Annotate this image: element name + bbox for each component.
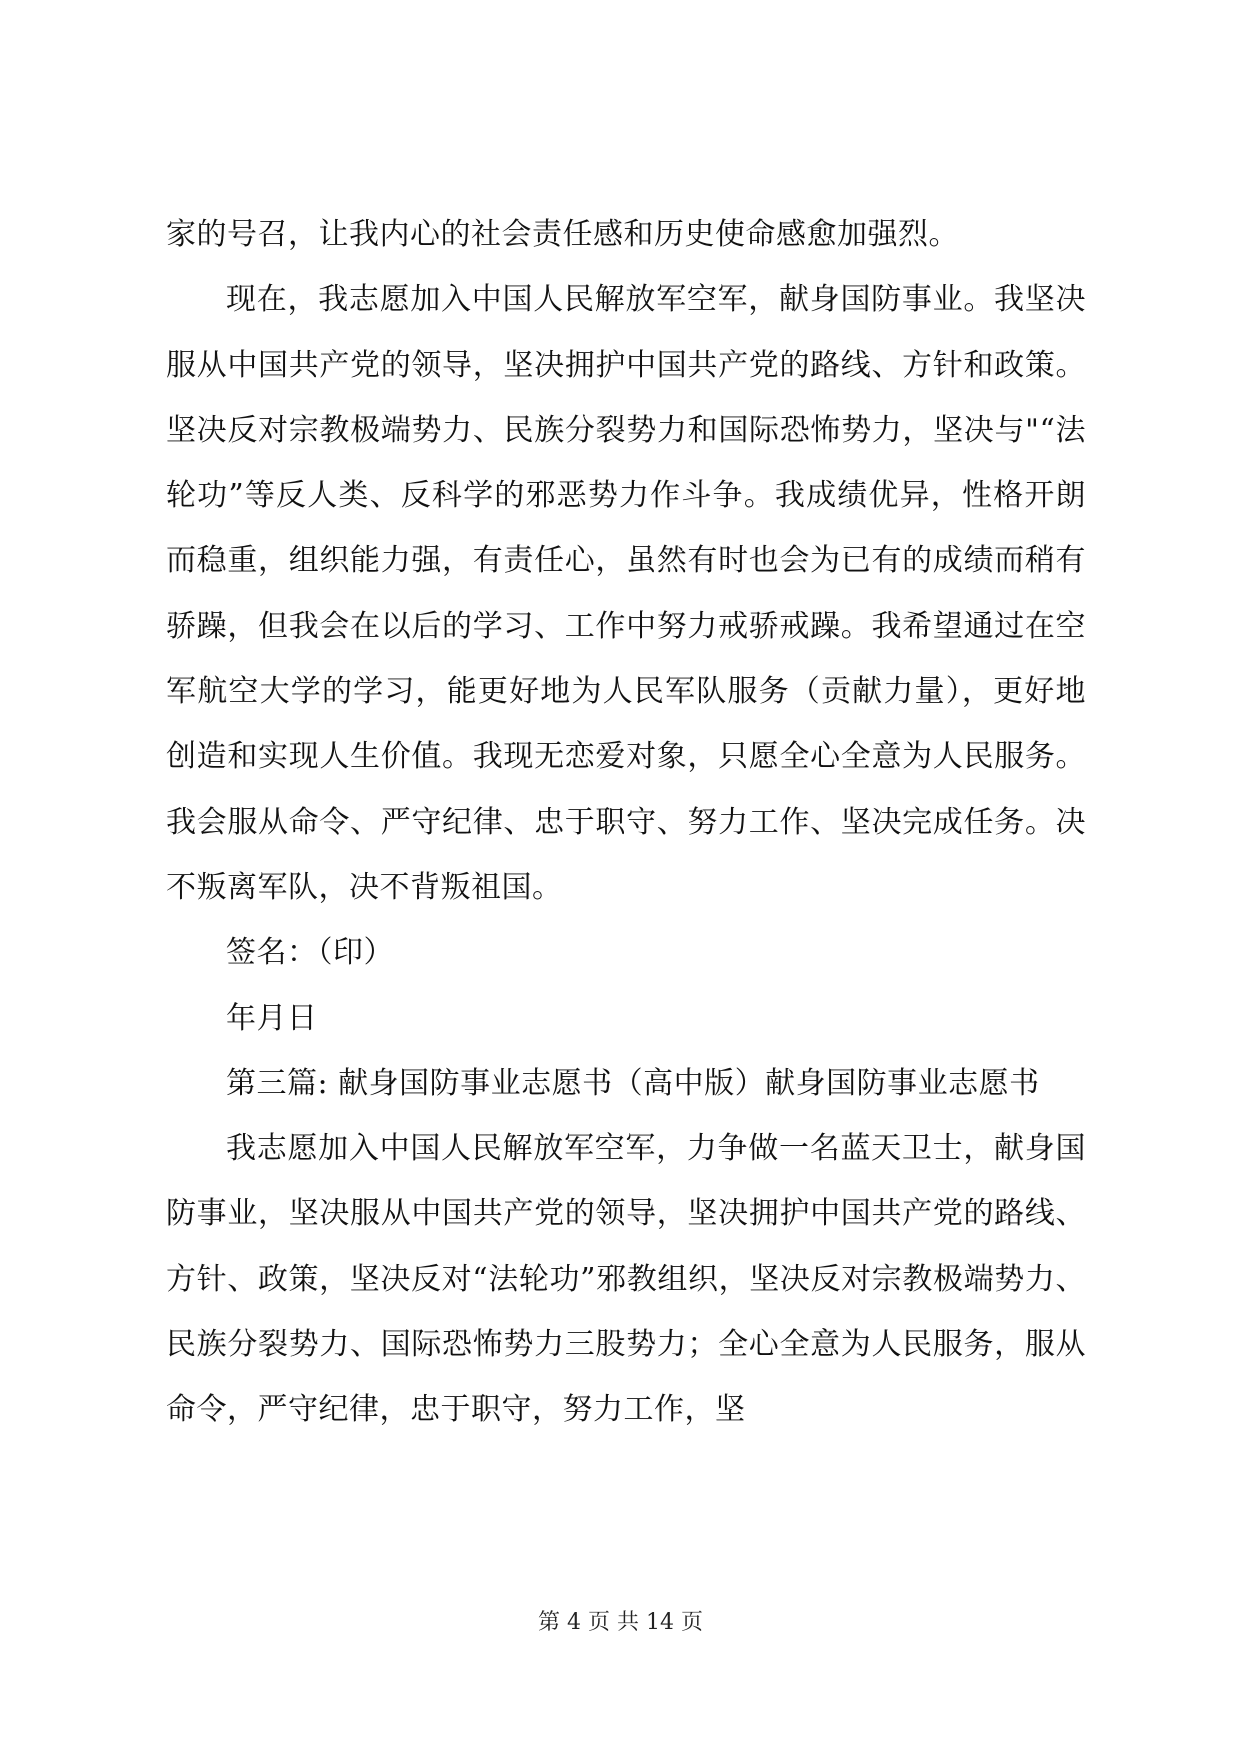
document-body — [166, 202, 1086, 1443]
date-line: 年月日 — [226, 1000, 318, 1036]
signature-line: 签名：（印） — [226, 935, 394, 971]
paragraph-continuation: 家的号召，让我内心的社会责任感和历史使命感愈加强烈。 — [166, 217, 959, 252]
page-number-footer: 第 4 页 共 14 页 — [538, 1610, 703, 1635]
paragraph-third-section: 我志愿加入中国人民解放军空军，力争做一名蓝天卫士，献身国防事业，坚决服从中国共产党的领导，坚决拥护中国共产党的路线、方针、政策，坚决反对“法轮功”邪教组织，坚决反对宗教极端势力、民族分裂势力、国际恐怖势力三股势力；全心全意为人民服务，服从命令，严守纪律，忠于职守，努力工作，坚 — [166, 1131, 1086, 1428]
paragraph-application: 现在，我志愿加入中国人民解放军空军，献身国防事业。我坚决服从中国共产党的领导，坚决拥护中国共产党的路线、方针和政策。坚决反对宗教极端势力、民族分裂势力和国际恐怖势力，坚决与"“法轮功”等反人类、反科学的邪恶势力作斗争。我成绩优异，性格开朗而稳重，组织能力强，有责任心，虽然有时也会为已有的成绩而稍有骄躁，但我会在以后的学习、工作中努力戒骄戒躁。我希望通过在空军航空大学的学习，能更好地为人民军队服务（贡献力量），更好地创造和实现人生价值。我现无恋爱对象，只愿全心全意为人民服务。我会服从命令、严守纪律、忠于职守、努力工作、坚决完成任务。决不叛离军队，决不背叛祖国。 — [166, 282, 1086, 905]
section-heading: 第三篇: 献身国防事业志愿书（高中版）献身国防事业志愿书 — [226, 1065, 1040, 1101]
